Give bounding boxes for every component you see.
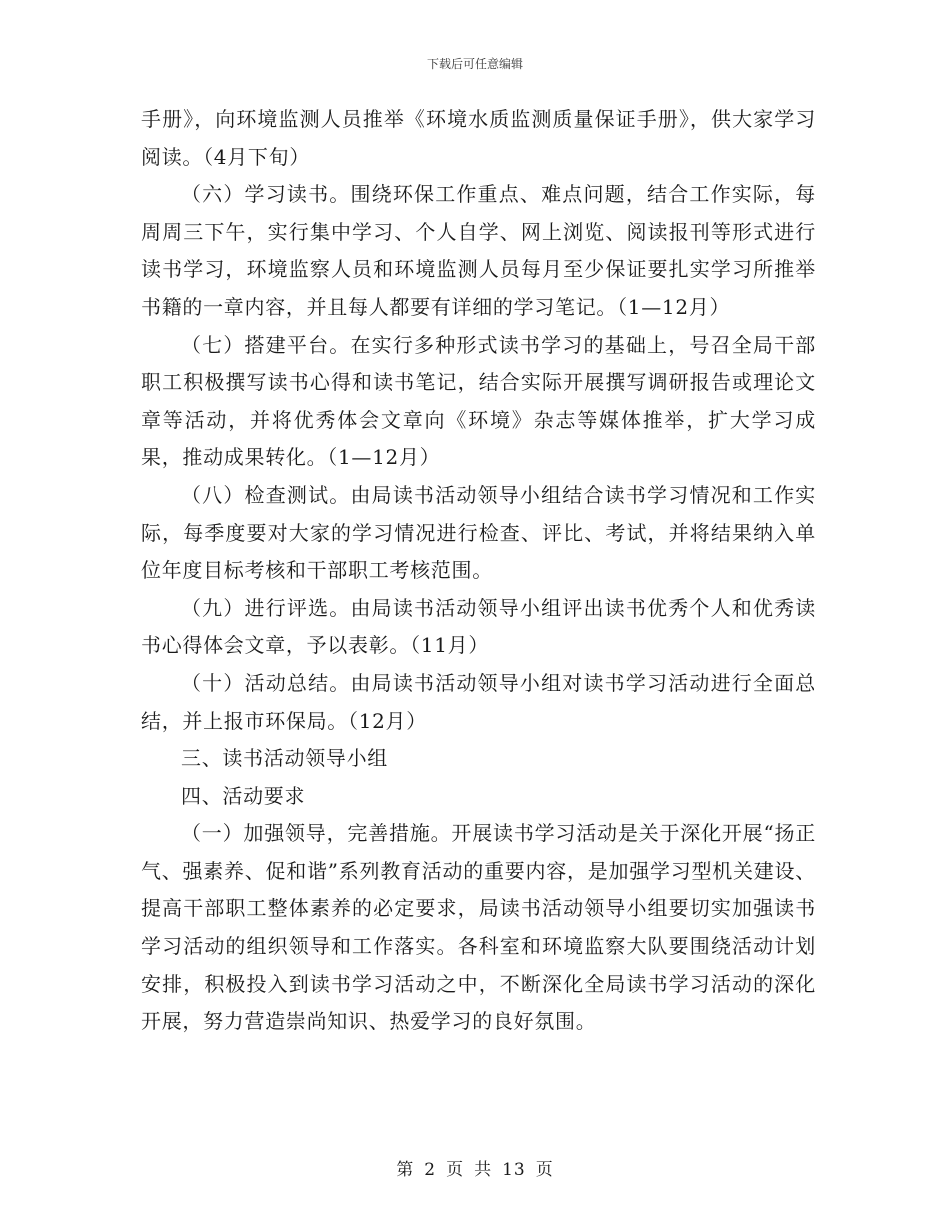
document-body (141, 101, 816, 1041)
page-number: 2 (424, 1160, 437, 1180)
paragraph: 手册》，向环境监测人员推举《环境水质监测质量保证手册》，供大家学习阅读。（4月下旬） (141, 107, 816, 169)
paragraph: （十）活动总结。由局读书活动领导小组对读书学习活动进行全面总结，并上报市环保局。（12月） (141, 670, 816, 733)
page-header: 下载后可任意编辑 (426, 57, 523, 71)
footer-suffix: 页 (535, 1160, 554, 1180)
page-footer (0, 1155, 950, 1180)
section-heading: 四、活动要求 (181, 783, 306, 808)
section-heading: 三、读书活动领导小组 (181, 746, 388, 771)
footer-total-label: 共 (474, 1160, 493, 1180)
paragraph: （七）搭建平台。在实行多种形式读书学习的基础上，号召全局干部职工积极撰写读书心得和读书笔记，结合实际开展撰写调研报告或理论文章等活动，并将优秀体会文章向《环境》杂志等媒体推举，扩大学习成果，推动成果转化。（1—12月） (141, 332, 816, 470)
paragraph: （八）检查测试。由局读书活动领导小组结合读书学习情况和工作实际，每季度要对大家的学习情况进行检查、评比、考试，并将结果纳入单位年度目标考核和干部职工考核范围。 (141, 482, 816, 583)
paragraph: （九）进行评选。由局读书活动领导小组评出读书优秀个人和优秀读书心得体会文章，予以表彰。（11月） (141, 595, 816, 658)
paragraph: （六）学习读书。围绕环保工作重点、难点问题，结合工作实际，每周周三下午，实行集中学习、个人自学、网上浏览、阅读报刊等形式进行读书学习，环境监察人员和环境监测人员每月至少保证要扎实学习所推举书籍的一章内容，并且每人都要有详细的学习笔记。（1—12月） (141, 182, 816, 319)
footer-mid: 页 (446, 1160, 465, 1180)
paragraph: （一）加强领导，完善措施。开展读书学习活动是关于深化开展“扬正气、强素养、促和谐”系列教育活动的重要内容，是加强学习型机关建设、提高干部职工整体素养的必定要求，局读书活动领导小组要切实加强读书学习活动的组织领导和工作落实。各科室和环境监察大队要围绕活动计划安排，积极投入到读书学习活动之中，不断深化全局读书学习活动的深化开展，努力营造崇尚知识、热爱学习的良好氛围。 (141, 821, 816, 1034)
page-total: 13 (502, 1160, 526, 1180)
footer-prefix: 第 (396, 1160, 415, 1180)
